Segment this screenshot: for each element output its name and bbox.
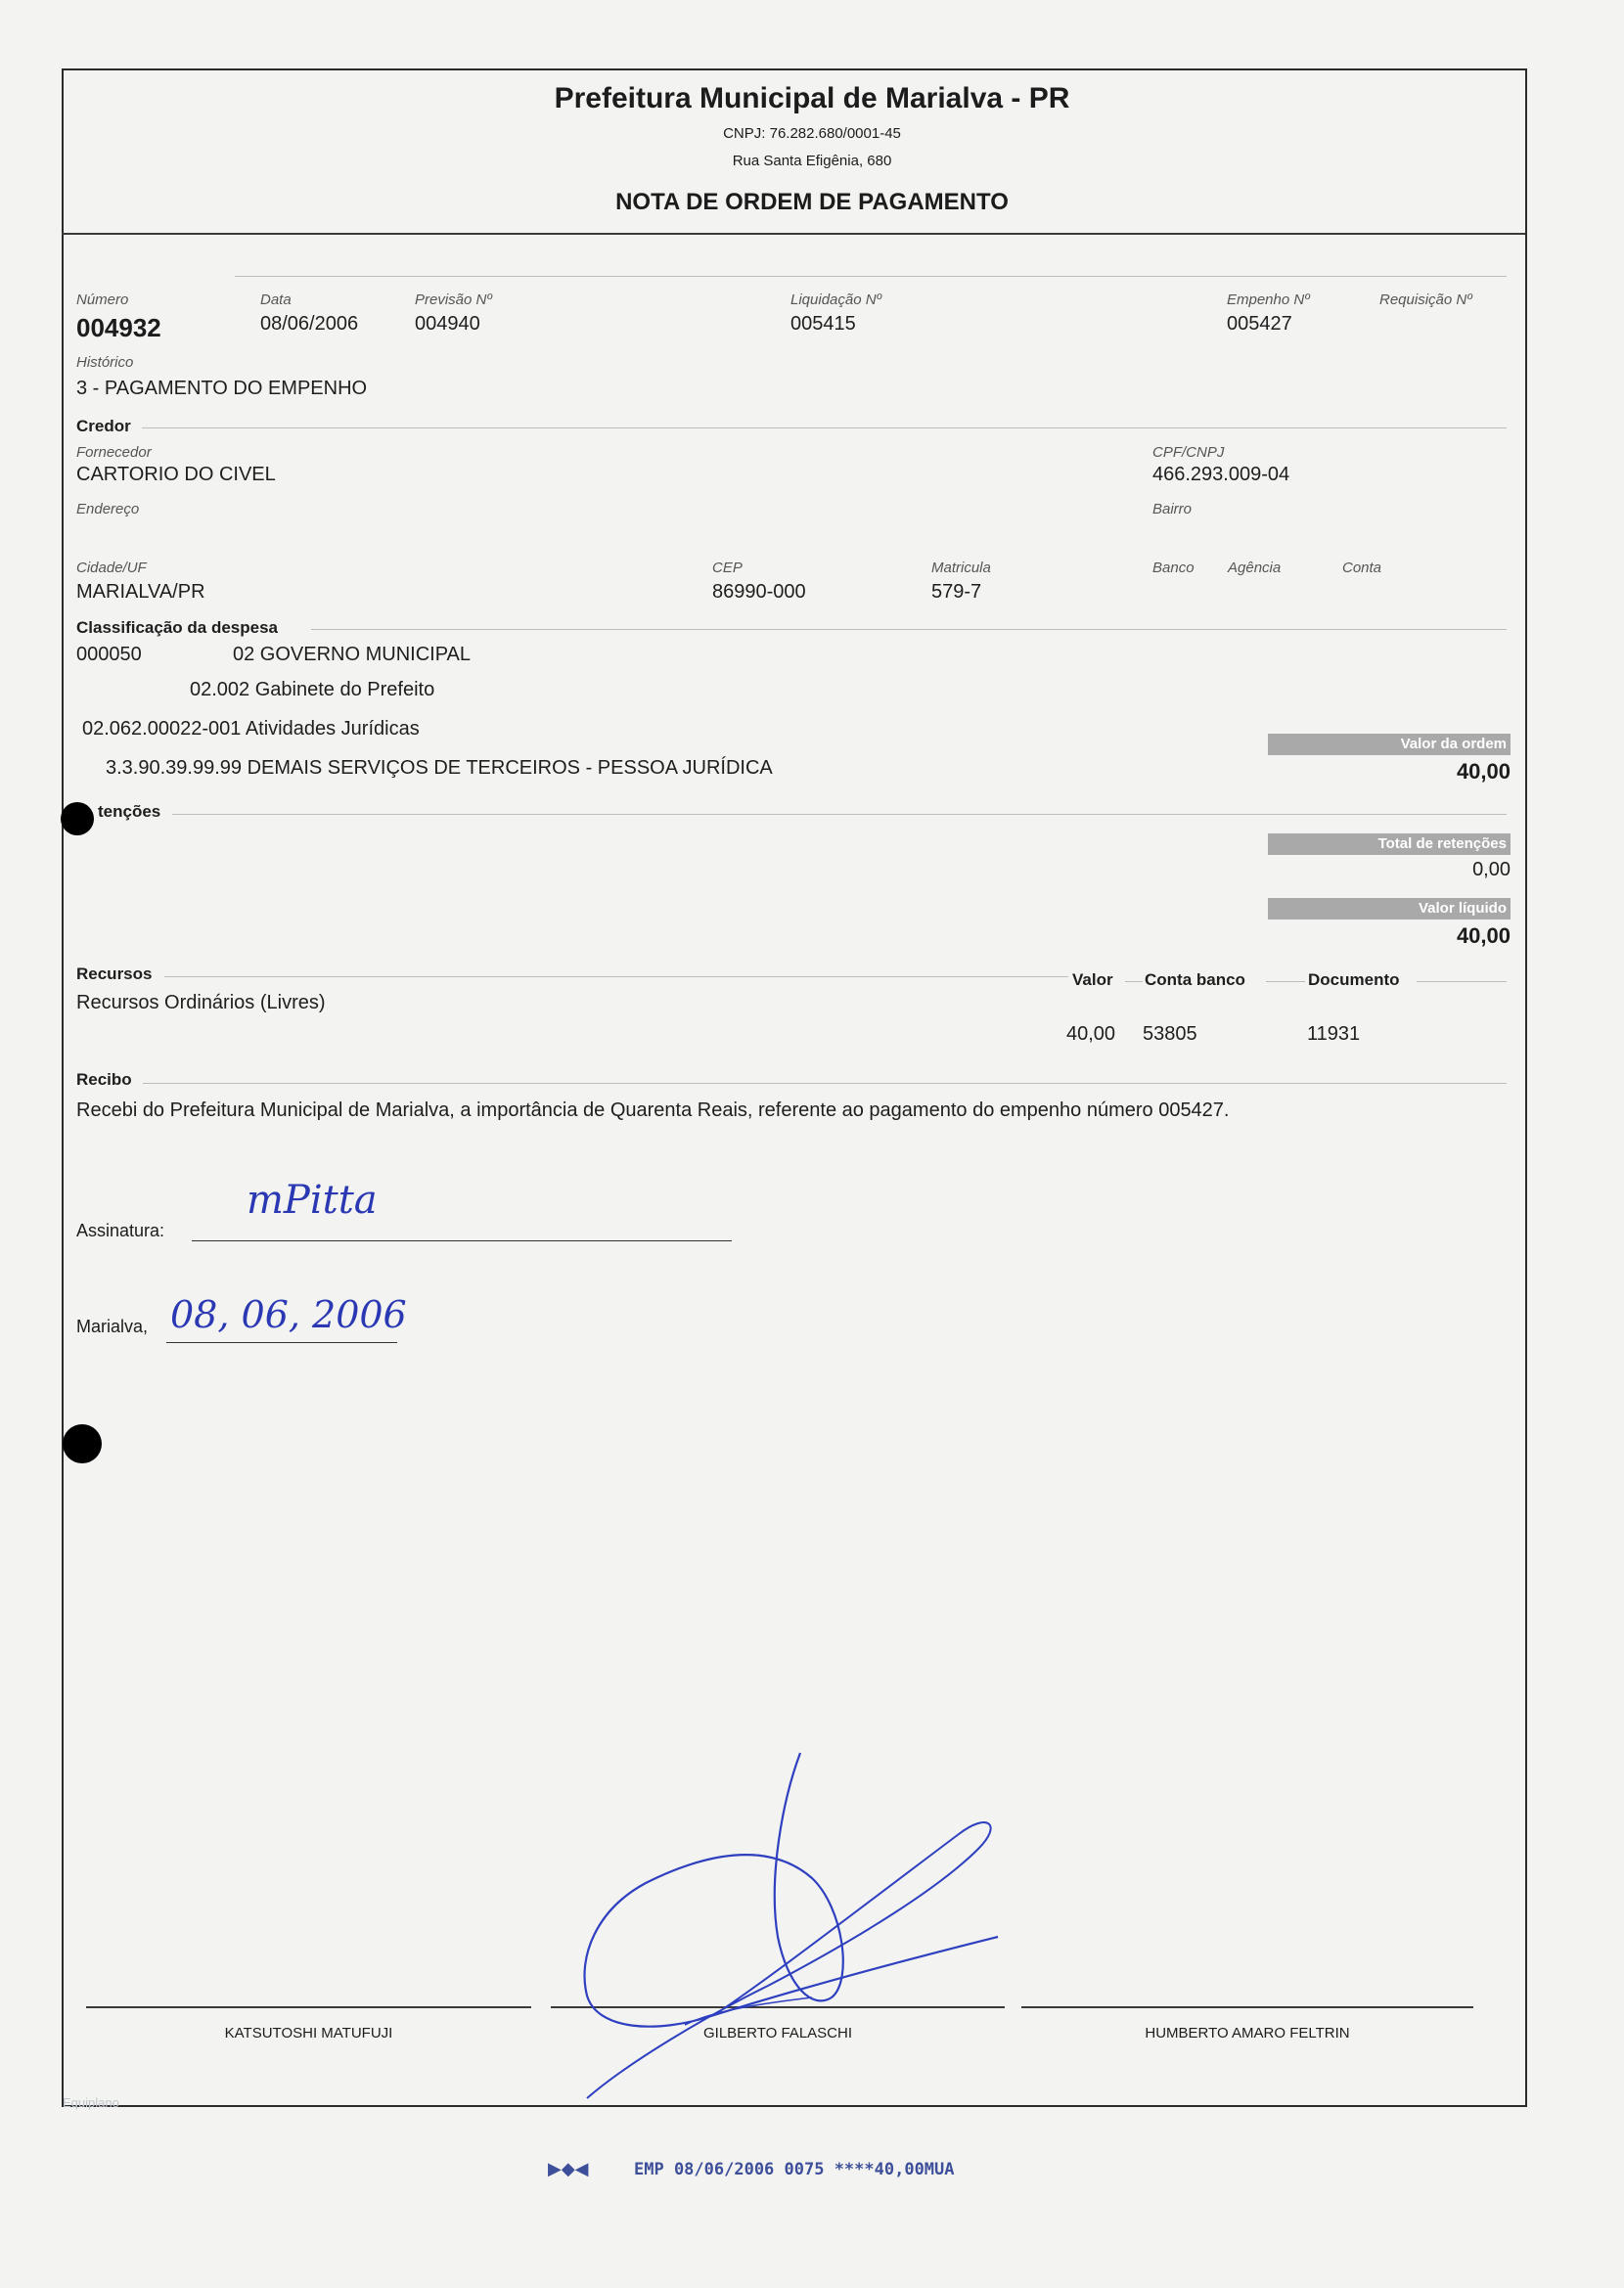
recursos-line-4 (1417, 981, 1507, 982)
signature-line-1 (86, 2006, 531, 2008)
matricula-value: 579-7 (931, 581, 982, 603)
cidade-label: Cidade/UF (76, 560, 147, 576)
fornecedor-label: Fornecedor (76, 444, 152, 461)
historico-value: 3 - PAGAMENTO DO EMPENHO (76, 378, 368, 399)
punch-hole-top (61, 802, 94, 835)
bairro-label: Bairro (1152, 501, 1193, 517)
address-text: Rua Santa Efigênia, 680 (732, 153, 892, 169)
data-label: Data (260, 292, 292, 308)
classificacao-section-title: Classificação da despesa (76, 618, 279, 637)
assinatura-line (192, 1240, 732, 1241)
recursos-conta: 53805 (1143, 1023, 1197, 1045)
retencoes-section-title: tenções (98, 802, 161, 821)
classificacao-program: 02.062.00022-001 Atividades Jurídicas (82, 718, 420, 740)
page-title: Prefeitura Municipal de Marialva - PR (554, 82, 1070, 114)
banco-label: Banco (1152, 560, 1195, 576)
numero-value: 004932 (76, 313, 161, 342)
cpf-label: CPF/CNPJ (1152, 444, 1225, 461)
liquidacao-value: 005415 (790, 313, 856, 335)
previsao-value: 004940 (415, 313, 480, 335)
recursos-valor: 40,00 (1066, 1023, 1116, 1045)
cidade-value: MARIALVA/PR (76, 581, 205, 603)
classificacao-element: 3.3.90.39.99.99 DEMAIS SERVIÇOS DE TERCEIROS - PESSOA JURÍDICA (106, 757, 773, 779)
assinatura-handwriting: mPitta (247, 1178, 378, 1223)
order-top-line (235, 276, 1507, 277)
classificacao-org: 02 GOVERNO MUNICIPAL (233, 644, 472, 665)
recursos-line-3 (1266, 981, 1305, 982)
assinatura-label: Assinatura: (76, 1221, 165, 1240)
total-retencoes-header (1268, 833, 1511, 855)
bank-stamp: EMP 08/06/2006 0075 ****40,00MUA (634, 2160, 955, 2179)
signature-line-3 (1021, 2006, 1473, 2008)
classificacao-line (311, 629, 1507, 630)
cep-value: 86990-000 (712, 581, 806, 603)
historico-label: Histórico (76, 354, 134, 371)
total-retencoes-label: Total de retenções (1377, 835, 1507, 852)
agencia-label: Agência (1228, 560, 1282, 576)
empenho-label: Empenho Nº (1227, 292, 1310, 308)
fornecedor-value: CARTORIO DO CIVEL (76, 464, 276, 485)
recursos-documento: 11931 (1307, 1023, 1361, 1045)
local-date-line (166, 1342, 397, 1343)
cpf-value: 466.293.009-04 (1152, 464, 1290, 485)
signatory-3: HUMBERTO AMARO FELTRIN (1145, 2025, 1350, 2041)
credor-section-title: Credor (76, 417, 131, 435)
footer-corner-text: Equiplano (63, 2095, 119, 2110)
header-divider (62, 233, 1525, 235)
recursos-valor-header: Valor (1072, 970, 1113, 989)
classificacao-code: 000050 (76, 644, 142, 665)
recibo-section-title: Recibo (76, 1070, 132, 1089)
total-retencoes-value: 0,00 (1472, 859, 1511, 880)
recursos-conta-header: Conta banco (1145, 970, 1245, 989)
recursos-line-1 (164, 976, 1068, 977)
cep-label: CEP (712, 560, 743, 576)
recursos-section-title: Recursos (76, 965, 153, 983)
recursos-line-2 (1125, 981, 1143, 982)
conta-label: Conta (1342, 560, 1382, 576)
valor-liquido-value: 40,00 (1456, 923, 1511, 948)
endereco-label: Endereço (76, 501, 140, 517)
retencoes-line (172, 814, 1507, 815)
credor-line (142, 427, 1507, 428)
cnpj-text: CNPJ: 76.282.680/0001-45 (723, 125, 901, 142)
recursos-documento-header: Documento (1308, 970, 1400, 989)
numero-label: Número (76, 292, 129, 308)
liquidacao-label: Liquidação Nº (790, 292, 882, 308)
matricula-label: Matricula (931, 560, 991, 576)
recibo-text: Recebi do Prefeitura Municipal de Marialva, a importância de Quarenta Reais, referente ao pagamento do empenho número 005427. (76, 1099, 1230, 1121)
classificacao-unit: 02.002 Gabinete do Prefeito (190, 679, 435, 700)
requisicao-label: Requisição Nº (1379, 292, 1472, 308)
data-value: 08/06/2006 (260, 313, 359, 335)
local-label: Marialva, (76, 1317, 149, 1336)
handwritten-signature (567, 1741, 1017, 2113)
valor-ordem-value: 40,00 (1456, 759, 1511, 784)
valor-ordem-header (1268, 734, 1511, 755)
local-date-handwriting: 08, 06, 2006 (170, 1293, 407, 1336)
signatory-2: GILBERTO FALASCHI (703, 2025, 852, 2041)
document-title: NOTA DE ORDEM DE PAGAMENTO (615, 189, 1009, 215)
previsao-label: Previsão Nº (415, 292, 492, 308)
valor-liquido-header (1268, 898, 1511, 920)
valor-liquido-label: Valor líquido (1418, 900, 1507, 917)
valor-ordem-label: Valor da ordem (1400, 736, 1507, 752)
bank-stamp-icon: ▶◆◀ (548, 2159, 589, 2178)
signatory-1: KATSUTOSHI MATUFUJI (224, 2025, 393, 2041)
recursos-fonte: Recursos Ordinários (Livres) (76, 992, 326, 1013)
punch-hole-bottom (63, 1424, 102, 1463)
empenho-value: 005427 (1227, 313, 1292, 335)
recibo-line (143, 1083, 1507, 1084)
